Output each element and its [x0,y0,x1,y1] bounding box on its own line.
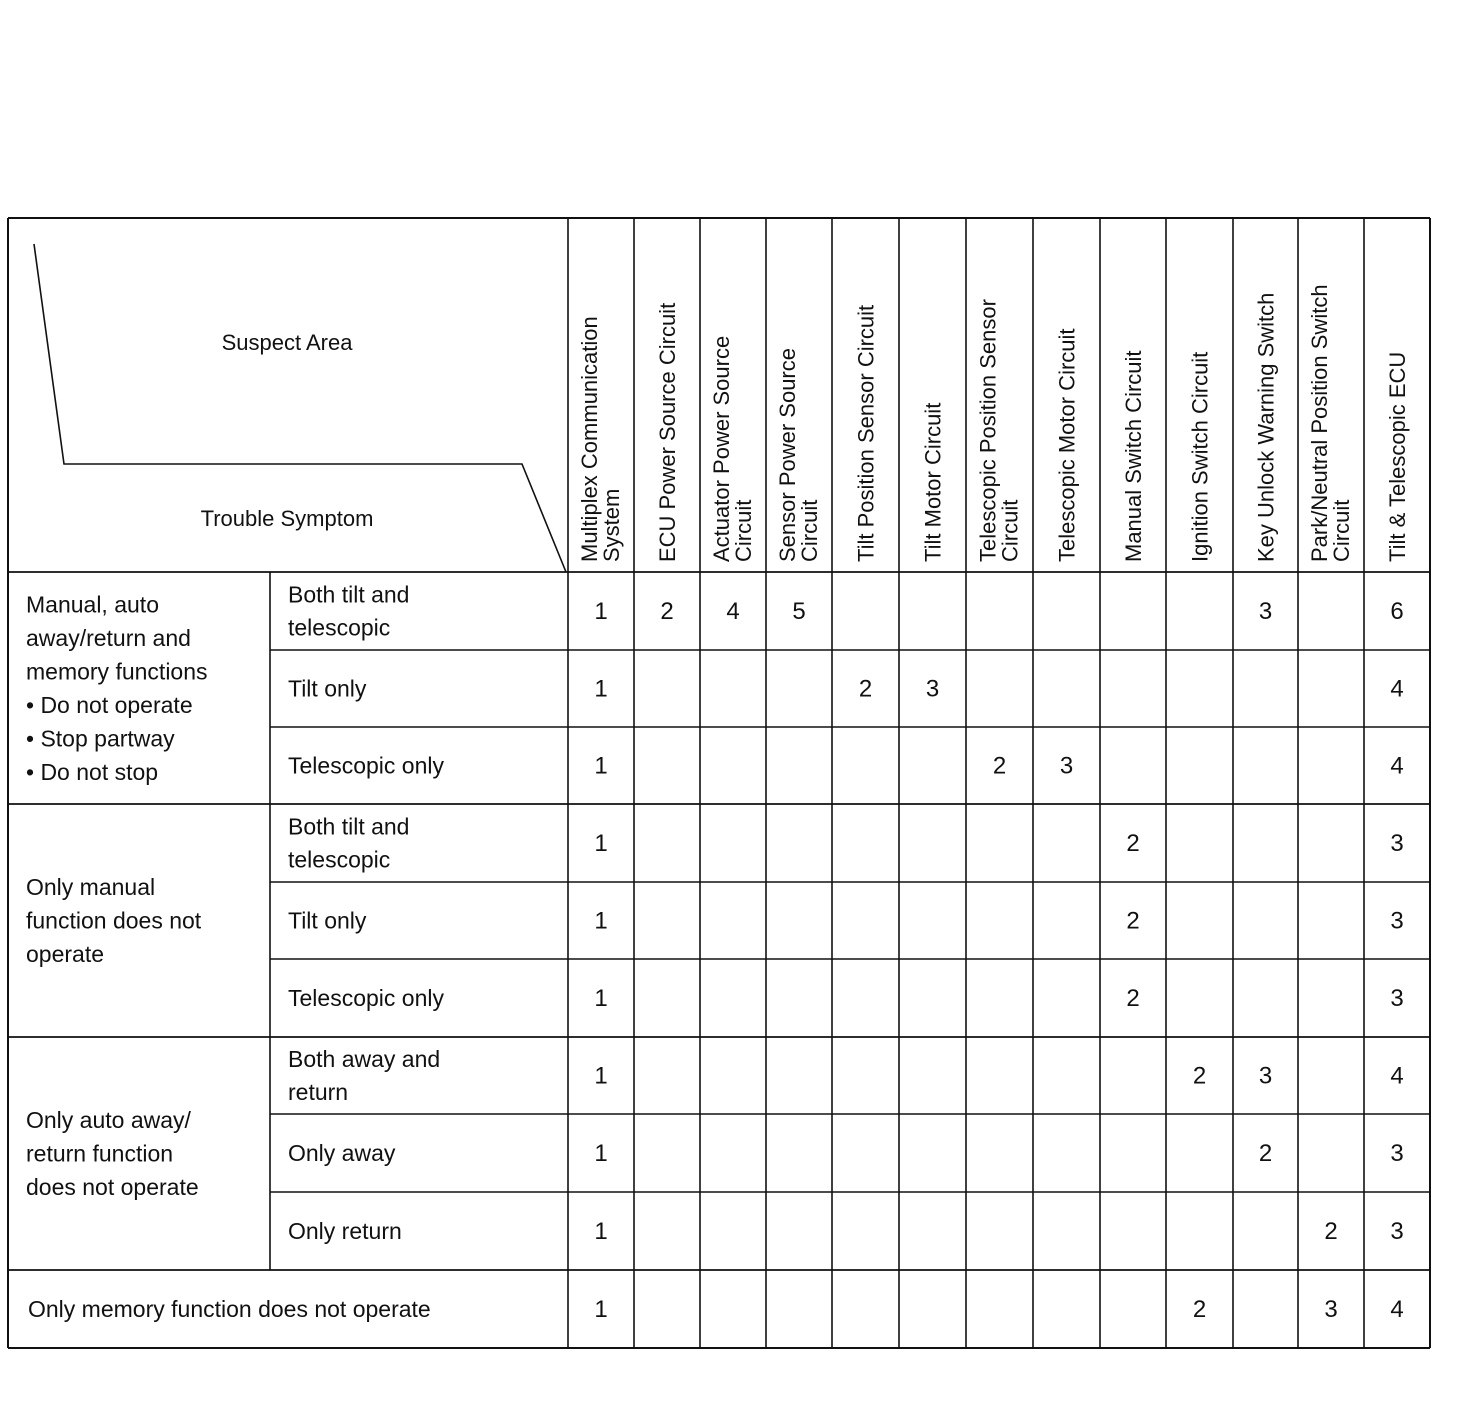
priority-value: 3 [1324,1296,1338,1323]
priority-value: 4 [726,598,740,625]
column-header-line: Manual Switch Circuit [1121,350,1146,562]
group-symptom-0-line: away/return and [26,624,191,651]
sub-symptom-4 [288,908,367,934]
sub-symptom-3 [288,814,409,873]
column-header-line: Tilt & Telescopic ECU [1385,351,1410,562]
column-header-9 [1188,352,1213,562]
priority-value: 2 [1126,907,1140,935]
column-header-6 [976,299,1023,562]
priority-value: 1 [594,830,608,857]
column-header-line: Park/Neutral Position Switch [1307,284,1332,562]
group-symptom-0-line: memory functions [26,658,208,685]
priority-value: 1 [594,675,608,703]
column-header-line: Circuit [731,499,756,562]
sub-symptom-1 [288,676,367,702]
group-symptom-0-line: • Do not operate [26,691,193,718]
priority-value: 3 [925,675,940,703]
sub-symptom-0 [288,582,409,641]
column-header-line: Telescopic Motor Circuit [1054,328,1080,562]
column-header-1 [655,303,680,562]
column-header-line: Sensor Power Source [775,348,800,562]
priority-value: 4 [1390,752,1404,780]
trouble-symptom-label: Trouble Symptom [200,506,374,531]
sub-symptom-8 [288,1218,402,1244]
column-header-line: Telescopic Position Sensor [975,299,1001,562]
sub-symptom-6-line: return [288,1079,349,1105]
sub-symptom-7 [288,1140,396,1166]
column-header-0 [577,316,624,562]
final-row-symptom: Only memory function does not operate [28,1296,431,1322]
column-header-11 [1307,284,1354,562]
column-header-8 [1121,350,1146,562]
group-symptom-1-line: Only manual [26,874,156,900]
column-header-3 [775,348,822,562]
priority-value: 4 [1390,1062,1404,1090]
priority-value: 1 [594,1296,608,1323]
column-header-line: Tilt Motor Circuit [920,402,946,562]
sub-symptom-1-line: Tilt only [288,675,367,702]
sub-symptom-8-line: Only return [288,1218,402,1244]
priority-value: 3 [1390,1218,1404,1245]
priority-value: 3 [1390,1140,1404,1167]
priority-value: 2 [992,752,1007,780]
group-symptom-0 [26,591,208,785]
column-header-line: Tilt Position Sensor Circuit [853,304,879,562]
priority-value: 2 [1126,985,1140,1012]
sub-symptom-5-line: Telescopic only [288,985,444,1011]
sub-symptom-5 [288,985,444,1011]
column-header-line: System [599,488,624,562]
priority-value: 2 [1126,830,1140,857]
priority-value: 1 [594,985,608,1012]
priority-value: 1 [594,1062,608,1090]
group-symptom-1 [26,874,202,967]
group-symptom-0-line: Manual, auto [26,591,159,618]
column-header-7 [1055,328,1080,562]
suspect-area-label: Suspect Area [221,330,353,355]
priority-value: 4 [1390,1296,1404,1323]
sub-symptom-4-line: Tilt only [288,907,367,934]
priority-value: 2 [1192,1296,1207,1323]
column-header-2 [709,336,756,562]
group-symptom-2-line: Only auto away/ [26,1107,191,1133]
priority-value: 4 [1390,675,1404,703]
sub-symptom-2 [288,753,444,779]
priority-value: 3 [1258,1062,1273,1090]
sub-symptom-3-line: Both tilt and [288,813,410,840]
sub-symptom-0-line: telescopic [288,614,391,641]
priority-value: 3 [1258,598,1273,625]
sub-symptom-2-line: Telescopic only [288,752,444,779]
priority-value: 2 [1258,1140,1273,1167]
priority-value: 5 [792,598,806,625]
column-header-12 [1385,352,1410,562]
priority-value: 1 [594,1218,608,1245]
column-header-line: Circuit [1329,499,1354,562]
group-symptom-1-line: function does not [26,907,202,934]
column-header-line: Circuit [997,499,1023,562]
priority-value: 2 [1192,1062,1207,1090]
column-header-5 [921,403,946,562]
priority-value: 1 [594,907,608,935]
group-symptom-2 [26,1107,199,1200]
column-header-line: Circuit [797,499,822,562]
priority-value: 1 [594,598,608,625]
priority-value: 2 [1324,1218,1338,1245]
sub-symptom-7-line: Only away [288,1140,396,1166]
priority-value: 6 [1390,598,1404,625]
group-symptom-0-line: • Stop partway [26,725,175,752]
priority-value: 2 [660,598,674,625]
group-symptom-2-line: return function [26,1140,174,1167]
column-header-line: Ignition Switch Circuit [1187,351,1213,562]
priority-value: 1 [594,1140,608,1167]
priority-value: 3 [1390,985,1404,1012]
priority-value: 2 [858,675,873,703]
sub-symptom-0-line: Both tilt and [288,581,410,608]
priority-value: 3 [1059,752,1074,780]
group-symptom-2-line: does not operate [26,1174,199,1200]
sub-symptom-3-line: telescopic [288,846,391,873]
column-header-line: Multiplex Communication [577,316,602,562]
priority-value: 1 [594,752,608,780]
column-header-line: Key Unlock Warning Switch [1253,292,1279,562]
column-header-line: Actuator Power Source [709,335,734,562]
group-symptom-0-line: • Do not stop [26,758,159,785]
priority-value: 3 [1390,907,1404,935]
column-header-10 [1254,293,1279,562]
column-header-line: ECU Power Source Circuit [655,302,680,562]
priority-value: 3 [1390,830,1404,857]
sub-symptom-6 [288,1046,440,1105]
group-symptom-1-line: operate [26,941,105,967]
sub-symptom-6-line: Both away and [288,1046,441,1072]
column-header-4 [854,305,879,562]
